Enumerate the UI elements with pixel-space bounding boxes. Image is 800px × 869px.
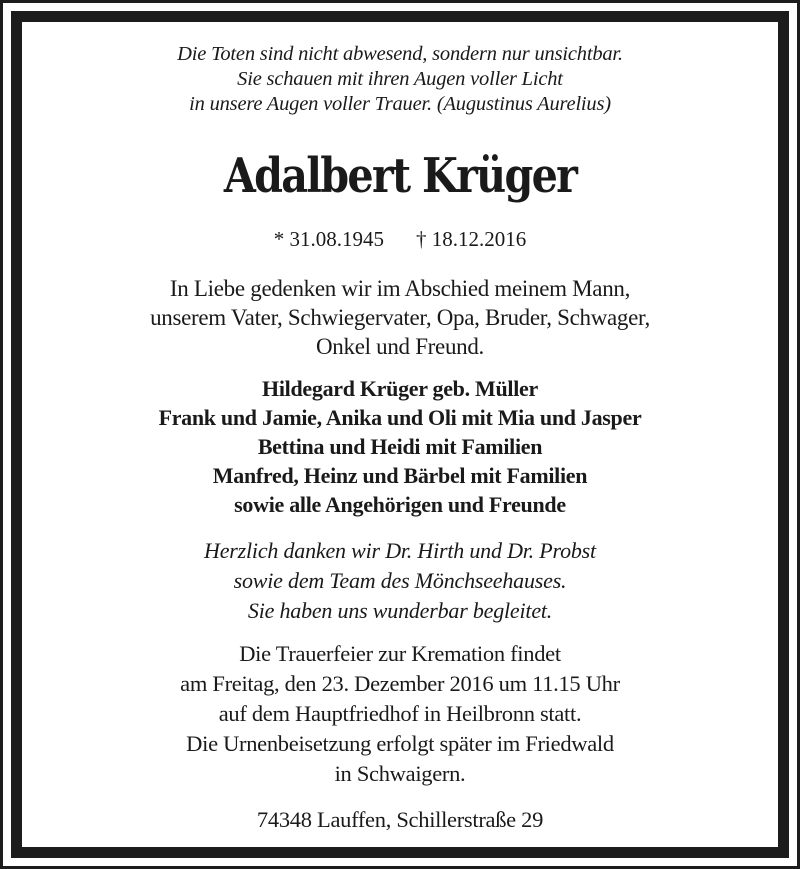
service-line: auf dem Hauptfriedhof in Heilbronn statt.	[218, 701, 582, 726]
mourner-line: Bettina und Heidi mit Familien	[257, 434, 543, 459]
mourner-line: Frank und Jamie, Anika und Oli mit Mia und Jasper	[158, 405, 642, 430]
service-line: Die Trauerfeier zur Kremation findet	[239, 641, 561, 666]
death-date: † 18.12.2016	[416, 227, 527, 251]
acknowledgement-text	[22, 536, 778, 626]
quote-line: in unsere Augen voller Trauer. (Augustinus Aurelius)	[189, 93, 611, 115]
deceased-name: Adalbert Krüger	[223, 148, 577, 204]
funeral-service-info	[22, 639, 778, 789]
intro-line: unserem Vater, Schwiegervater, Opa, Bruder, Schwager,	[150, 305, 650, 330]
birth-date: * 31.08.1945	[273, 227, 384, 251]
life-dates	[22, 226, 778, 252]
family-address: 74348 Lauffen, Schillerstraße 29	[256, 807, 544, 832]
quote-line: Sie schauen mit ihren Augen voller Licht	[237, 68, 563, 90]
thanks-line: sowie dem Team des Mönchseehauses.	[233, 568, 567, 593]
mourners-list	[22, 374, 778, 519]
remembrance-text	[22, 274, 778, 361]
thanks-line: Herzlich danken wir Dr. Hirth und Dr. Probst	[204, 538, 596, 563]
service-line: Die Urnenbeisetzung erfolgt später im Friedwald	[186, 731, 614, 756]
service-line: in Schwaigern.	[334, 761, 466, 786]
mourner-line: Hildegard Krüger geb. Müller	[262, 376, 538, 401]
intro-line: Onkel und Freund.	[315, 334, 485, 359]
notice-panel	[22, 22, 778, 847]
service-line: am Freitag, den 23. Dezember 2016 um 11.15 Uhr	[180, 671, 620, 696]
epigraph-quote	[22, 42, 778, 117]
intro-line: In Liebe gedenken wir im Abschied meinem Mann,	[169, 276, 631, 301]
mourner-line: Manfred, Heinz und Bärbel mit Familien	[212, 463, 588, 488]
thanks-line: Sie haben uns wunderbar begleitet.	[247, 598, 553, 623]
mourner-line: sowie alle Angehörigen und Freunde	[234, 492, 566, 517]
quote-line: Die Toten sind nicht abwesend, sondern nur unsichtbar.	[177, 43, 623, 65]
